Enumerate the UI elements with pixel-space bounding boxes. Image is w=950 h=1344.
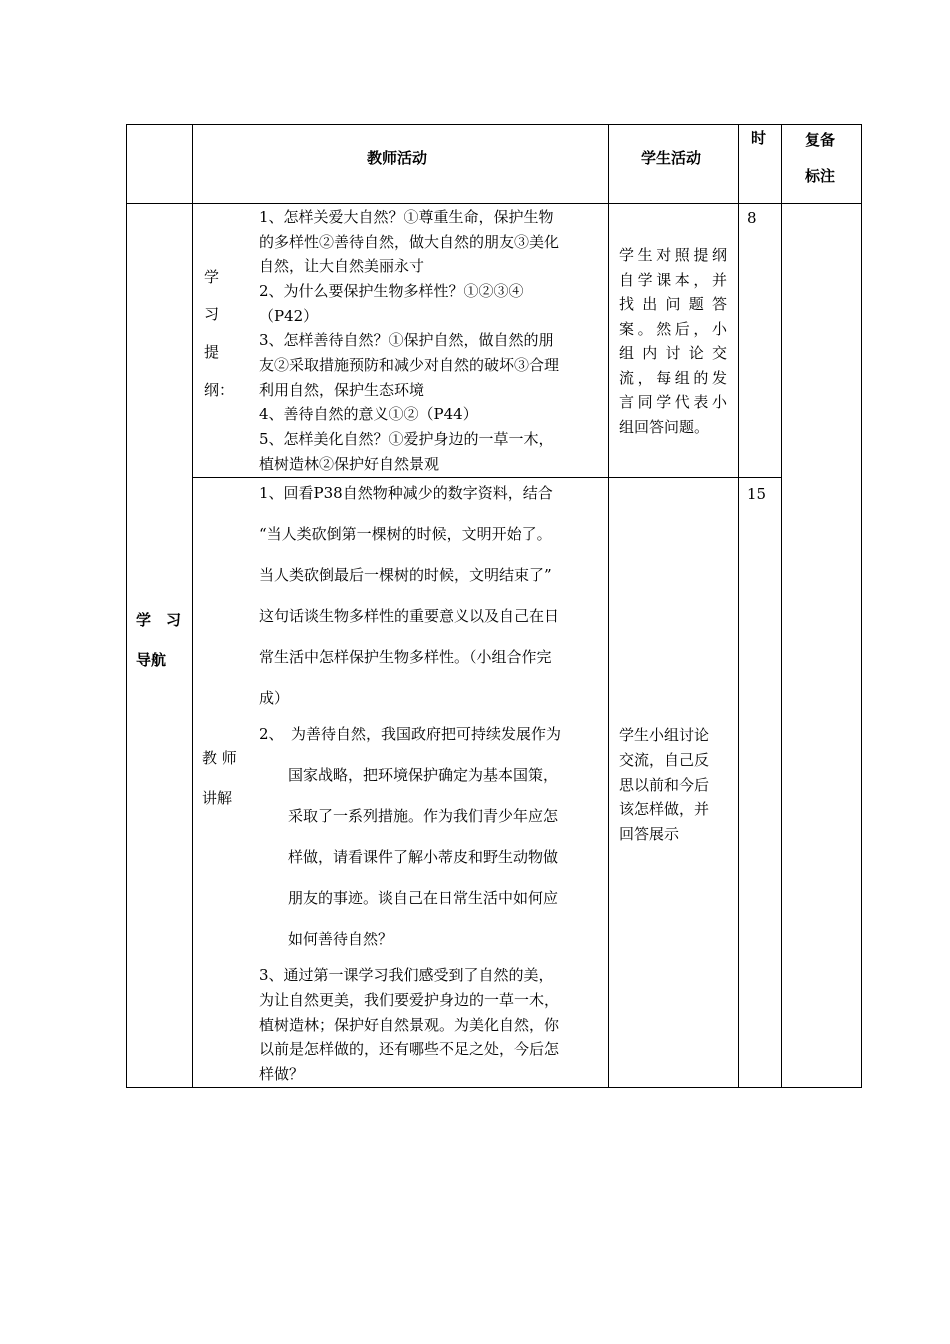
text-line: 流，每组的发 [619,368,727,387]
text-line: 当人类砍倒最后一棵树的时候，文明结束了” [259,566,552,584]
text-line: 组回答问题。 [619,417,710,436]
text-line: 采取了一系列措施。作为我们青少年应怎 [288,807,559,825]
text-line: 样做？ [259,1065,305,1083]
teacher-explain-label-line2: 讲解 [202,789,233,807]
table-border-bottom [126,1087,862,1088]
text-line: 学生小组讨论 [619,726,710,744]
sub-label-char: 习 [204,305,220,323]
text-line: “当人类砍倒第一棵树的时候，文明开始了。 [259,525,552,543]
text-line: （P42） [259,307,319,325]
text-line: 找出问题答 [619,295,727,313]
text-line: 回答展示 [619,825,680,843]
text-line: 植树造林；保护好自然景观。为美化自然，你 [259,1016,560,1034]
text-line: 朋友的事迹。谈自己在日常生活中如何应 [288,889,559,907]
text-line: 的多样性②善待自然，做大自然的朋友③美化 [259,233,560,251]
text-line: 这句话谈生物多样性的重要意义以及自己在日 [259,607,560,625]
text-line: 友②采取措施预防和减少对自然的破坏③合理 [259,356,560,374]
text-line: 利用自然，保护生态环境 [259,381,425,399]
text-line: 学生对照提纲 [619,246,727,264]
header-teacher-activity: 教师活动 [367,149,428,167]
header-note-line2: 标注 [805,167,836,185]
text-line: 1、回看P38自然物种减少的数字资料，结合 [259,484,553,502]
header-time: 时 [751,129,767,147]
col-divider-3 [738,124,739,1088]
text-line: 常生活中怎样保护生物多样性。（小组合作完 [259,648,552,666]
col-divider-2 [608,124,609,1088]
time-minutes-1: 8 [747,209,757,227]
text-line: 交流，自己反 [619,751,710,769]
text-line: 自学课本，并 [619,270,727,289]
col-divider-4 [781,124,782,1088]
text-line: 以前是怎样做的，还有哪些不足之处，今后怎 [259,1040,560,1058]
text-line: 自然，让大自然美丽永寸 [259,257,425,275]
col-divider-1 [192,124,193,1088]
text-line: 组内讨论交 [619,344,727,362]
table-border-top [126,124,862,125]
row-divider [192,477,782,478]
sub-label-char: 学 [204,268,220,286]
text-line: 国家战略，把环境保护确定为基本国策， [288,766,559,784]
section-label-line2: 导航 [136,651,167,669]
text-line: 2、 为善待自然，我国政府把可持续发展作为 [259,725,562,743]
text-line: 成） [259,689,290,707]
text-line: 1、怎样关爱大自然？①尊重生命，保护生物 [259,208,554,226]
text-line: 4、善待自然的意义①②（P44） [259,405,478,423]
text-line: 为让自然更美，我们要爱护身边的一草一木， [259,991,560,1009]
text-line: 如何善待自然？ [288,930,394,948]
header-student-activity: 学生活动 [641,149,702,167]
table-border-right [861,124,862,1088]
text-line: 3、怎样善待自然？①保护自然，做自然的朋 [259,331,554,349]
section-label-line1: 学 习 [136,611,182,629]
sub-label-char: 提 [204,343,220,361]
student-activity-1 [619,243,727,439]
teacher-explain-label-line1: 教 师 [202,749,237,767]
text-line: 思以前和今后 [619,776,710,794]
text-line: 2、为什么要保护生物多样性？①②③④ [259,282,524,300]
header-note-line1: 复备 [805,131,836,149]
text-line: 该怎样做，并 [619,800,710,818]
table-border-left [126,124,127,1088]
text-line: 5、怎样美化自然？①爱护身边的一草一木， [259,430,554,448]
text-line: 3、通过第一课学习我们感受到了自然的美， [259,966,554,984]
text-line: 案。然后，小 [619,319,727,338]
header-divider [126,203,862,204]
sub-label-char: 纲： [204,381,235,399]
text-line: 植树造林②保护好自然景观 [259,455,440,473]
time-minutes-2: 15 [747,485,767,503]
text-line: 样做，请看课件了解小蒂皮和野生动物做 [288,848,559,866]
text-line: 言同学代表小 [619,393,727,411]
